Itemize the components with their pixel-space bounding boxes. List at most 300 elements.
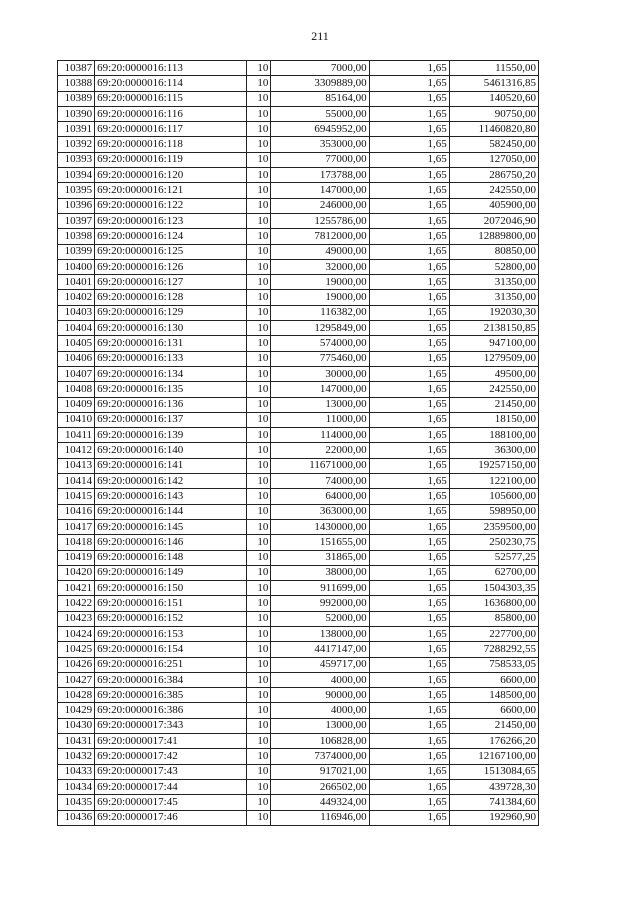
table-row xyxy=(58,290,539,305)
quantity-cell: 10 xyxy=(247,366,271,381)
row-number-cell: 10428 xyxy=(58,688,95,703)
table-body xyxy=(58,61,539,826)
base-value-cell: 353000,00 xyxy=(271,137,369,152)
table-row xyxy=(58,198,539,213)
table-row xyxy=(58,137,539,152)
row-number-cell: 10389 xyxy=(58,91,95,106)
base-value-cell: 90000,00 xyxy=(271,688,369,703)
coefficient-cell: 1,65 xyxy=(369,91,449,106)
quantity-cell: 10 xyxy=(247,428,271,443)
total-value-cell: 140520,60 xyxy=(449,91,538,106)
coefficient-cell: 1,65 xyxy=(369,213,449,228)
cadastral-number-cell: 69:20:0000016:128 xyxy=(95,290,247,305)
coefficient-cell: 1,65 xyxy=(369,122,449,137)
base-value-cell: 22000,00 xyxy=(271,443,369,458)
quantity-cell: 10 xyxy=(247,703,271,718)
quantity-cell: 10 xyxy=(247,795,271,810)
cadastral-number-cell: 69:20:0000016:154 xyxy=(95,642,247,657)
total-value-cell: 439728,30 xyxy=(449,779,538,794)
coefficient-cell: 1,65 xyxy=(369,550,449,565)
quantity-cell: 10 xyxy=(247,626,271,641)
coefficient-cell: 1,65 xyxy=(369,764,449,779)
table-row xyxy=(58,504,539,519)
quantity-cell: 10 xyxy=(247,351,271,366)
row-number-cell: 10419 xyxy=(58,550,95,565)
table-row xyxy=(58,61,539,76)
table-row xyxy=(58,229,539,244)
coefficient-cell: 1,65 xyxy=(369,382,449,397)
base-value-cell: 775460,00 xyxy=(271,351,369,366)
cadastral-number-cell: 69:20:0000016:119 xyxy=(95,152,247,167)
table-row xyxy=(58,275,539,290)
base-value-cell: 917021,00 xyxy=(271,764,369,779)
total-value-cell: 7288292,55 xyxy=(449,642,538,657)
row-number-cell: 10391 xyxy=(58,122,95,137)
table-row xyxy=(58,168,539,183)
total-value-cell: 80850,00 xyxy=(449,244,538,259)
total-value-cell: 405900,00 xyxy=(449,198,538,213)
coefficient-cell: 1,65 xyxy=(369,810,449,825)
base-value-cell: 11671000,00 xyxy=(271,458,369,473)
coefficient-cell: 1,65 xyxy=(369,458,449,473)
cadastral-number-cell: 69:20:0000016:133 xyxy=(95,351,247,366)
quantity-cell: 10 xyxy=(247,672,271,687)
coefficient-cell: 1,65 xyxy=(369,657,449,672)
coefficient-cell: 1,65 xyxy=(369,61,449,76)
total-value-cell: 12889800,00 xyxy=(449,229,538,244)
coefficient-cell: 1,65 xyxy=(369,76,449,91)
coefficient-cell: 1,65 xyxy=(369,152,449,167)
row-number-cell: 10397 xyxy=(58,213,95,228)
base-value-cell: 32000,00 xyxy=(271,259,369,274)
total-value-cell: 1279509,00 xyxy=(449,351,538,366)
table-row xyxy=(58,626,539,641)
quantity-cell: 10 xyxy=(247,642,271,657)
cadastral-number-cell: 69:20:0000016:385 xyxy=(95,688,247,703)
total-value-cell: 250230,75 xyxy=(449,535,538,550)
coefficient-cell: 1,65 xyxy=(369,137,449,152)
cadastral-number-cell: 69:20:0000016:384 xyxy=(95,672,247,687)
cadastral-number-cell: 69:20:0000016:123 xyxy=(95,213,247,228)
table-row xyxy=(58,76,539,91)
row-number-cell: 10400 xyxy=(58,259,95,274)
cadastral-number-cell: 69:20:0000016:127 xyxy=(95,275,247,290)
total-value-cell: 242550,00 xyxy=(449,183,538,198)
quantity-cell: 10 xyxy=(247,229,271,244)
cadastral-number-cell: 69:20:0000016:145 xyxy=(95,519,247,534)
base-value-cell: 52000,00 xyxy=(271,611,369,626)
table-row xyxy=(58,703,539,718)
quantity-cell: 10 xyxy=(247,489,271,504)
row-number-cell: 10415 xyxy=(58,489,95,504)
total-value-cell: 19257150,00 xyxy=(449,458,538,473)
row-number-cell: 10387 xyxy=(58,61,95,76)
total-value-cell: 1636800,00 xyxy=(449,596,538,611)
quantity-cell: 10 xyxy=(247,91,271,106)
row-number-cell: 10427 xyxy=(58,672,95,687)
base-value-cell: 106828,00 xyxy=(271,734,369,749)
total-value-cell: 741384,60 xyxy=(449,795,538,810)
coefficient-cell: 1,65 xyxy=(369,183,449,198)
coefficient-cell: 1,65 xyxy=(369,688,449,703)
total-value-cell: 6600,00 xyxy=(449,672,538,687)
cadastral-value-table xyxy=(57,60,539,826)
row-number-cell: 10406 xyxy=(58,351,95,366)
row-number-cell: 10417 xyxy=(58,519,95,534)
table-row xyxy=(58,443,539,458)
total-value-cell: 11460820,80 xyxy=(449,122,538,137)
base-value-cell: 6945952,00 xyxy=(271,122,369,137)
total-value-cell: 758533,05 xyxy=(449,657,538,672)
coefficient-cell: 1,65 xyxy=(369,611,449,626)
row-number-cell: 10433 xyxy=(58,764,95,779)
total-value-cell: 286750,20 xyxy=(449,168,538,183)
row-number-cell: 10401 xyxy=(58,275,95,290)
quantity-cell: 10 xyxy=(247,474,271,489)
cadastral-number-cell: 69:20:0000017:343 xyxy=(95,718,247,733)
quantity-cell: 10 xyxy=(247,550,271,565)
cadastral-number-cell: 69:20:0000016:126 xyxy=(95,259,247,274)
cadastral-number-cell: 69:20:0000016:120 xyxy=(95,168,247,183)
table-row xyxy=(58,152,539,167)
total-value-cell: 188100,00 xyxy=(449,428,538,443)
row-number-cell: 10408 xyxy=(58,382,95,397)
total-value-cell: 90750,00 xyxy=(449,106,538,121)
cadastral-number-cell: 69:20:0000016:149 xyxy=(95,565,247,580)
coefficient-cell: 1,65 xyxy=(369,535,449,550)
total-value-cell: 85800,00 xyxy=(449,611,538,626)
row-number-cell: 10431 xyxy=(58,734,95,749)
coefficient-cell: 1,65 xyxy=(369,259,449,274)
base-value-cell: 1255786,00 xyxy=(271,213,369,228)
total-value-cell: 1513084,65 xyxy=(449,764,538,779)
coefficient-cell: 1,65 xyxy=(369,489,449,504)
cadastral-number-cell: 69:20:0000017:42 xyxy=(95,749,247,764)
quantity-cell: 10 xyxy=(247,305,271,320)
cadastral-number-cell: 69:20:0000016:146 xyxy=(95,535,247,550)
table-row xyxy=(58,366,539,381)
total-value-cell: 192960,90 xyxy=(449,810,538,825)
row-number-cell: 10434 xyxy=(58,779,95,794)
base-value-cell: 266502,00 xyxy=(271,779,369,794)
row-number-cell: 10418 xyxy=(58,535,95,550)
total-value-cell: 2138150,85 xyxy=(449,321,538,336)
cadastral-number-cell: 69:20:0000016:386 xyxy=(95,703,247,718)
row-number-cell: 10414 xyxy=(58,474,95,489)
coefficient-cell: 1,65 xyxy=(369,351,449,366)
quantity-cell: 10 xyxy=(247,749,271,764)
cadastral-number-cell: 69:20:0000017:44 xyxy=(95,779,247,794)
row-number-cell: 10412 xyxy=(58,443,95,458)
quantity-cell: 10 xyxy=(247,596,271,611)
cadastral-number-cell: 69:20:0000016:135 xyxy=(95,382,247,397)
table-row xyxy=(58,336,539,351)
cadastral-number-cell: 69:20:0000016:144 xyxy=(95,504,247,519)
quantity-cell: 10 xyxy=(247,244,271,259)
coefficient-cell: 1,65 xyxy=(369,244,449,259)
row-number-cell: 10396 xyxy=(58,198,95,213)
coefficient-cell: 1,65 xyxy=(369,474,449,489)
cadastral-number-cell: 69:20:0000016:153 xyxy=(95,626,247,641)
quantity-cell: 10 xyxy=(247,122,271,137)
cadastral-number-cell: 69:20:0000017:46 xyxy=(95,810,247,825)
table-row xyxy=(58,718,539,733)
table-row xyxy=(58,305,539,320)
coefficient-cell: 1,65 xyxy=(369,336,449,351)
table-row xyxy=(58,749,539,764)
coefficient-cell: 1,65 xyxy=(369,275,449,290)
base-value-cell: 3309889,00 xyxy=(271,76,369,91)
cadastral-number-cell: 69:20:0000016:113 xyxy=(95,61,247,76)
table-row xyxy=(58,489,539,504)
table-row xyxy=(58,106,539,121)
row-number-cell: 10394 xyxy=(58,168,95,183)
base-value-cell: 7812000,00 xyxy=(271,229,369,244)
coefficient-cell: 1,65 xyxy=(369,366,449,381)
cadastral-number-cell: 69:20:0000016:131 xyxy=(95,336,247,351)
table-row xyxy=(58,642,539,657)
table-row xyxy=(58,412,539,427)
quantity-cell: 10 xyxy=(247,61,271,76)
coefficient-cell: 1,65 xyxy=(369,703,449,718)
row-number-cell: 10429 xyxy=(58,703,95,718)
base-value-cell: 246000,00 xyxy=(271,198,369,213)
row-number-cell: 10435 xyxy=(58,795,95,810)
quantity-cell: 10 xyxy=(247,764,271,779)
row-number-cell: 10390 xyxy=(58,106,95,121)
row-number-cell: 10388 xyxy=(58,76,95,91)
total-value-cell: 31350,00 xyxy=(449,290,538,305)
base-value-cell: 363000,00 xyxy=(271,504,369,519)
base-value-cell: 38000,00 xyxy=(271,565,369,580)
base-value-cell: 77000,00 xyxy=(271,152,369,167)
quantity-cell: 10 xyxy=(247,443,271,458)
table-row xyxy=(58,779,539,794)
quantity-cell: 10 xyxy=(247,535,271,550)
row-number-cell: 10423 xyxy=(58,611,95,626)
cadastral-number-cell: 69:20:0000016:150 xyxy=(95,581,247,596)
row-number-cell: 10420 xyxy=(58,565,95,580)
coefficient-cell: 1,65 xyxy=(369,168,449,183)
total-value-cell: 105600,00 xyxy=(449,489,538,504)
table-row xyxy=(58,565,539,580)
row-number-cell: 10430 xyxy=(58,718,95,733)
coefficient-cell: 1,65 xyxy=(369,581,449,596)
base-value-cell: 574000,00 xyxy=(271,336,369,351)
row-number-cell: 10432 xyxy=(58,749,95,764)
total-value-cell: 36300,00 xyxy=(449,443,538,458)
base-value-cell: 147000,00 xyxy=(271,183,369,198)
quantity-cell: 10 xyxy=(247,336,271,351)
base-value-cell: 55000,00 xyxy=(271,106,369,121)
base-value-cell: 138000,00 xyxy=(271,626,369,641)
row-number-cell: 10393 xyxy=(58,152,95,167)
quantity-cell: 10 xyxy=(247,519,271,534)
quantity-cell: 10 xyxy=(247,382,271,397)
base-value-cell: 64000,00 xyxy=(271,489,369,504)
table-row xyxy=(58,321,539,336)
cadastral-number-cell: 69:20:0000016:122 xyxy=(95,198,247,213)
cadastral-number-cell: 69:20:0000017:45 xyxy=(95,795,247,810)
row-number-cell: 10436 xyxy=(58,810,95,825)
total-value-cell: 122100,00 xyxy=(449,474,538,489)
quantity-cell: 10 xyxy=(247,137,271,152)
row-number-cell: 10399 xyxy=(58,244,95,259)
base-value-cell: 116946,00 xyxy=(271,810,369,825)
total-value-cell: 242550,00 xyxy=(449,382,538,397)
total-value-cell: 2072046,90 xyxy=(449,213,538,228)
base-value-cell: 74000,00 xyxy=(271,474,369,489)
row-number-cell: 10409 xyxy=(58,397,95,412)
page-number: 211 xyxy=(311,29,329,43)
cadastral-number-cell: 69:20:0000016:117 xyxy=(95,122,247,137)
table-row xyxy=(58,810,539,825)
row-number-cell: 10425 xyxy=(58,642,95,657)
coefficient-cell: 1,65 xyxy=(369,642,449,657)
row-number-cell: 10405 xyxy=(58,336,95,351)
base-value-cell: 449324,00 xyxy=(271,795,369,810)
coefficient-cell: 1,65 xyxy=(369,596,449,611)
coefficient-cell: 1,65 xyxy=(369,412,449,427)
table-row xyxy=(58,734,539,749)
base-value-cell: 1295849,00 xyxy=(271,321,369,336)
row-number-cell: 10422 xyxy=(58,596,95,611)
cadastral-number-cell: 69:20:0000016:114 xyxy=(95,76,247,91)
base-value-cell: 173788,00 xyxy=(271,168,369,183)
coefficient-cell: 1,65 xyxy=(369,734,449,749)
cadastral-number-cell: 69:20:0000016:141 xyxy=(95,458,247,473)
table-row xyxy=(58,91,539,106)
quantity-cell: 10 xyxy=(247,412,271,427)
total-value-cell: 148500,00 xyxy=(449,688,538,703)
total-value-cell: 18150,00 xyxy=(449,412,538,427)
cadastral-number-cell: 69:20:0000016:137 xyxy=(95,412,247,427)
quantity-cell: 10 xyxy=(247,458,271,473)
quantity-cell: 10 xyxy=(247,275,271,290)
total-value-cell: 6600,00 xyxy=(449,703,538,718)
cadastral-number-cell: 69:20:0000016:121 xyxy=(95,183,247,198)
table-row xyxy=(58,795,539,810)
quantity-cell: 10 xyxy=(247,810,271,825)
coefficient-cell: 1,65 xyxy=(369,443,449,458)
total-value-cell: 62700,00 xyxy=(449,565,538,580)
table-row xyxy=(58,535,539,550)
quantity-cell: 10 xyxy=(247,734,271,749)
base-value-cell: 11000,00 xyxy=(271,412,369,427)
row-number-cell: 10410 xyxy=(58,412,95,427)
total-value-cell: 5461316,85 xyxy=(449,76,538,91)
total-value-cell: 582450,00 xyxy=(449,137,538,152)
table-row xyxy=(58,519,539,534)
base-value-cell: 147000,00 xyxy=(271,382,369,397)
row-number-cell: 10402 xyxy=(58,290,95,305)
cadastral-number-cell: 69:20:0000016:143 xyxy=(95,489,247,504)
total-value-cell: 947100,00 xyxy=(449,336,538,351)
cadastral-number-cell: 69:20:0000016:139 xyxy=(95,428,247,443)
quantity-cell: 10 xyxy=(247,259,271,274)
quantity-cell: 10 xyxy=(247,183,271,198)
total-value-cell: 227700,00 xyxy=(449,626,538,641)
total-value-cell: 52577,25 xyxy=(449,550,538,565)
quantity-cell: 10 xyxy=(247,611,271,626)
table-row xyxy=(58,688,539,703)
base-value-cell: 7374000,00 xyxy=(271,749,369,764)
base-value-cell: 4000,00 xyxy=(271,672,369,687)
coefficient-cell: 1,65 xyxy=(369,321,449,336)
table-row xyxy=(58,596,539,611)
base-value-cell: 911699,00 xyxy=(271,581,369,596)
row-number-cell: 10413 xyxy=(58,458,95,473)
total-value-cell: 598950,00 xyxy=(449,504,538,519)
total-value-cell: 1504303,35 xyxy=(449,581,538,596)
row-number-cell: 10426 xyxy=(58,657,95,672)
base-value-cell: 4000,00 xyxy=(271,703,369,718)
row-number-cell: 10407 xyxy=(58,366,95,381)
row-number-cell: 10403 xyxy=(58,305,95,320)
base-value-cell: 31865,00 xyxy=(271,550,369,565)
cadastral-number-cell: 69:20:0000016:134 xyxy=(95,366,247,381)
base-value-cell: 1430000,00 xyxy=(271,519,369,534)
table-row xyxy=(58,550,539,565)
quantity-cell: 10 xyxy=(247,290,271,305)
row-number-cell: 10411 xyxy=(58,428,95,443)
quantity-cell: 10 xyxy=(247,688,271,703)
row-number-cell: 10398 xyxy=(58,229,95,244)
cadastral-number-cell: 69:20:0000017:43 xyxy=(95,764,247,779)
total-value-cell: 21450,00 xyxy=(449,397,538,412)
coefficient-cell: 1,65 xyxy=(369,519,449,534)
base-value-cell: 151655,00 xyxy=(271,535,369,550)
cadastral-number-cell: 69:20:0000016:140 xyxy=(95,443,247,458)
base-value-cell: 49000,00 xyxy=(271,244,369,259)
coefficient-cell: 1,65 xyxy=(369,106,449,121)
base-value-cell: 116382,00 xyxy=(271,305,369,320)
table-row xyxy=(58,382,539,397)
base-value-cell: 992000,00 xyxy=(271,596,369,611)
coefficient-cell: 1,65 xyxy=(369,397,449,412)
table-row xyxy=(58,672,539,687)
base-value-cell: 85164,00 xyxy=(271,91,369,106)
cadastral-number-cell: 69:20:0000016:136 xyxy=(95,397,247,412)
table-row xyxy=(58,581,539,596)
coefficient-cell: 1,65 xyxy=(369,672,449,687)
table-row xyxy=(58,657,539,672)
quantity-cell: 10 xyxy=(247,198,271,213)
total-value-cell: 192030,30 xyxy=(449,305,538,320)
total-value-cell: 127050,00 xyxy=(449,152,538,167)
base-value-cell: 30000,00 xyxy=(271,366,369,381)
table-row xyxy=(58,259,539,274)
table-row xyxy=(58,764,539,779)
total-value-cell: 12167100,00 xyxy=(449,749,538,764)
base-value-cell: 459717,00 xyxy=(271,657,369,672)
total-value-cell: 52800,00 xyxy=(449,259,538,274)
coefficient-cell: 1,65 xyxy=(369,749,449,764)
cadastral-number-cell: 69:20:0000016:148 xyxy=(95,550,247,565)
coefficient-cell: 1,65 xyxy=(369,305,449,320)
coefficient-cell: 1,65 xyxy=(369,504,449,519)
cadastral-number-cell: 69:20:0000016:115 xyxy=(95,91,247,106)
coefficient-cell: 1,65 xyxy=(369,428,449,443)
quantity-cell: 10 xyxy=(247,565,271,580)
row-number-cell: 10392 xyxy=(58,137,95,152)
cadastral-number-cell: 69:20:0000016:251 xyxy=(95,657,247,672)
table-row xyxy=(58,397,539,412)
table-row xyxy=(58,213,539,228)
cadastral-number-cell: 69:20:0000016:116 xyxy=(95,106,247,121)
quantity-cell: 10 xyxy=(247,213,271,228)
row-number-cell: 10395 xyxy=(58,183,95,198)
